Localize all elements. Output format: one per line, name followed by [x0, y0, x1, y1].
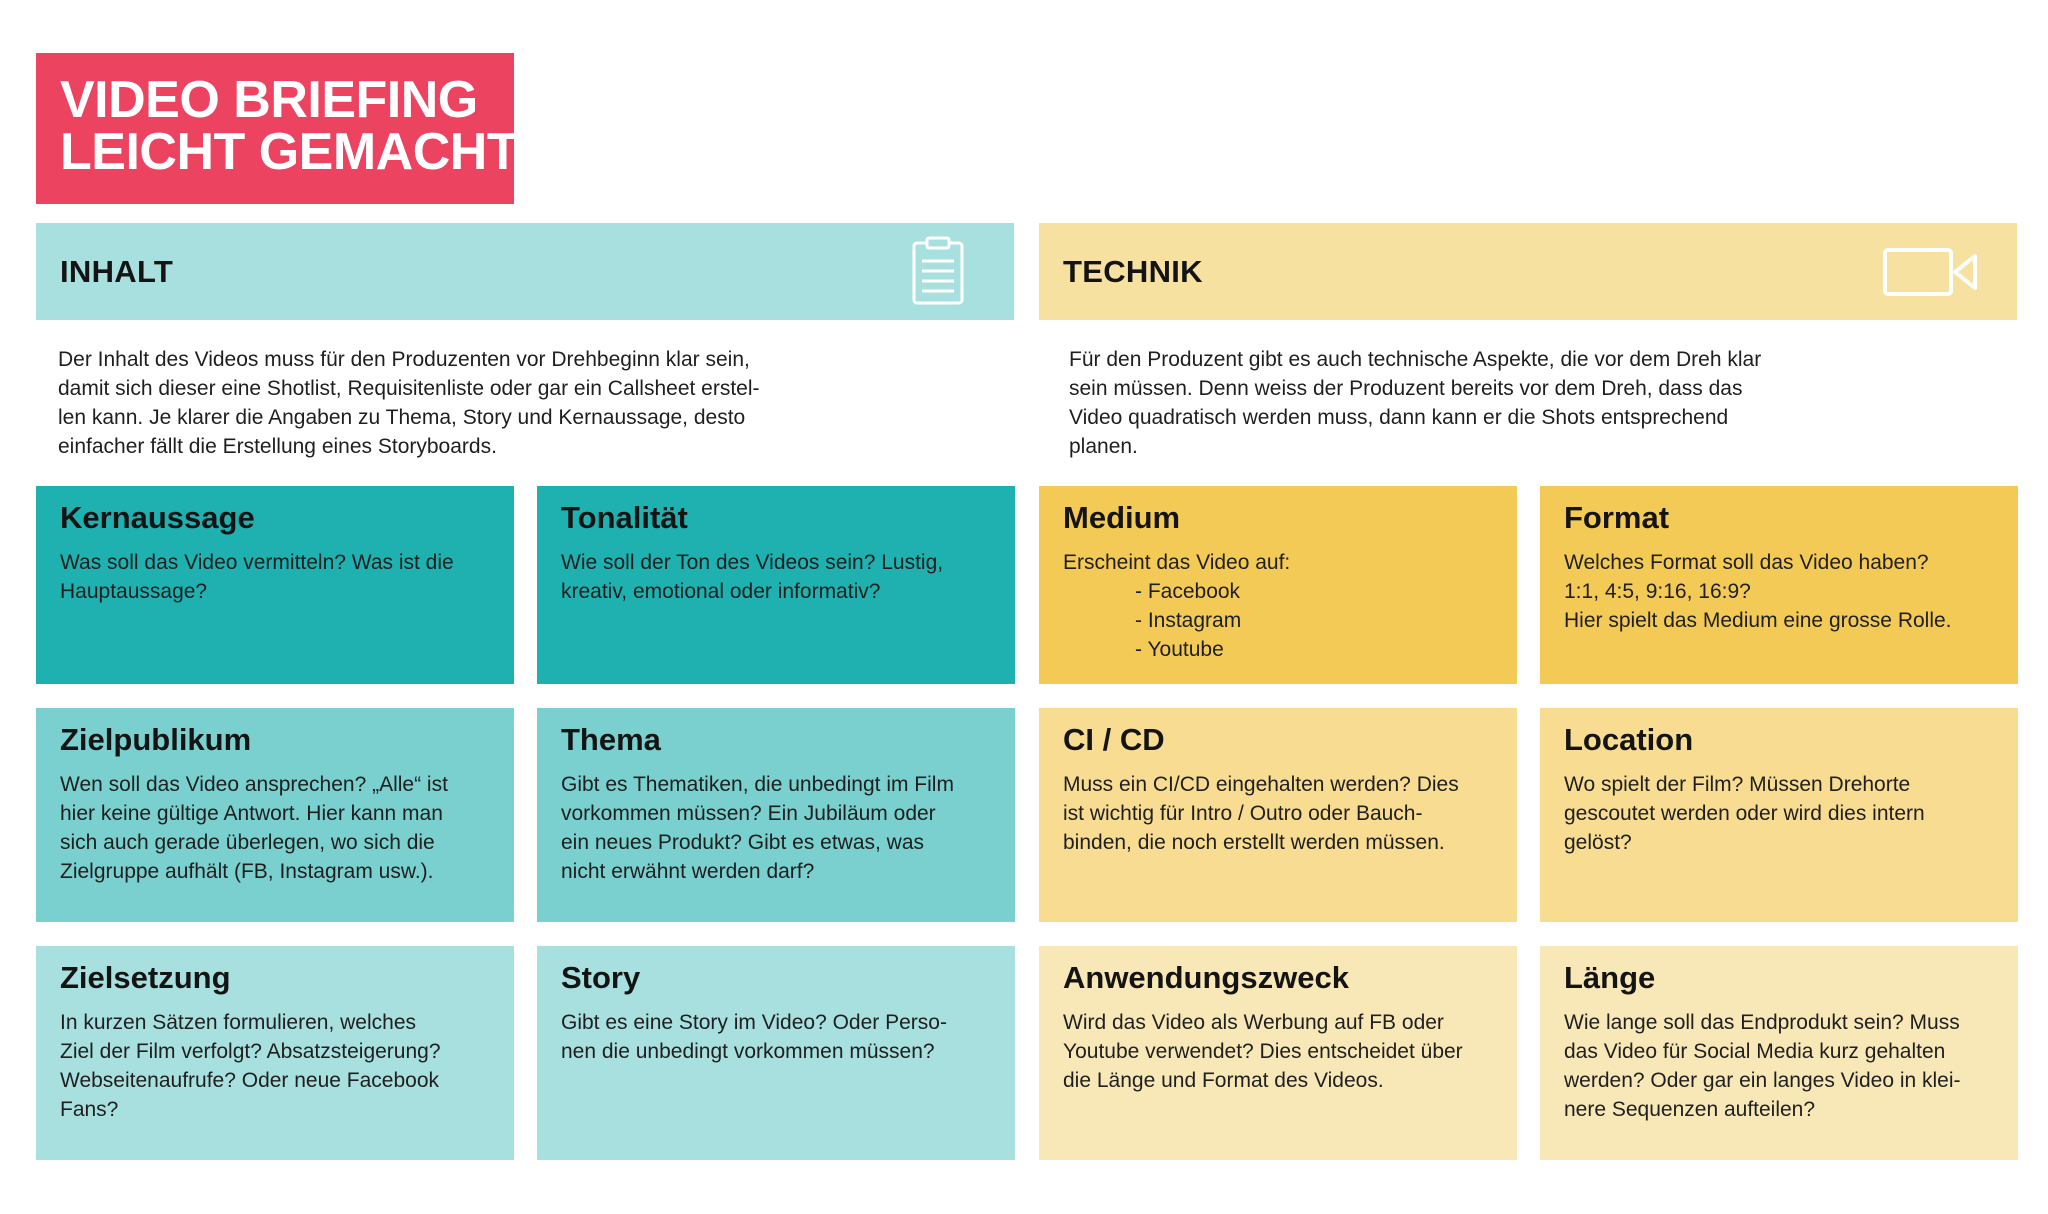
title-block	[36, 53, 519, 204]
technik-intro	[1069, 345, 1849, 461]
card-text-line: gescoutet werden oder wird dies intern	[1564, 802, 1925, 825]
technik-intro-line: planen.	[1069, 435, 1138, 458]
card-title: Story	[561, 960, 641, 995]
card-text-line: Fans?	[60, 1098, 119, 1121]
card-text-line: Wie lange soll das Endprodukt sein? Muss	[1564, 1011, 1960, 1034]
card-text-line: das Video für Social Media kurz gehalten	[1564, 1040, 1946, 1063]
technik-intro-line: Für den Produzent gibt es auch technische Aspekte, die vor dem Dreh klar	[1069, 348, 1762, 371]
card-title: CI / CD	[1063, 722, 1165, 757]
card-text-line: Erscheint das Video auf:	[1063, 551, 1291, 574]
card-text-line: Youtube verwendet? Dies entscheidet über	[1063, 1040, 1463, 1063]
inhalt-header-label: INHALT	[60, 253, 174, 289]
card-story	[537, 946, 1015, 1160]
card-text-line: kreativ, emotional oder informativ?	[561, 580, 881, 603]
card-text-line: Wie soll der Ton des Videos sein? Lustig,	[561, 551, 944, 574]
card-location	[1540, 708, 2018, 922]
card-title: Zielsetzung	[60, 960, 231, 995]
inhalt-intro-line: len kann. Je klarer die Angaben zu Thema, Story und Kernaussage, desto	[58, 406, 746, 429]
card-text-line: In kurzen Sätzen formulieren, welches	[60, 1011, 417, 1034]
card-title: Format	[1564, 500, 1670, 535]
card-title: Thema	[561, 722, 661, 757]
inhalt-intro-line: einfacher fällt die Erstellung eines Storyboards.	[58, 435, 497, 458]
card-title: Zielpublikum	[60, 722, 252, 757]
card-text-line: Zielgruppe aufhält (FB, Instagram usw.).	[60, 860, 434, 883]
card-kernaussage	[36, 486, 514, 684]
title-line-1: VIDEO BRIEFING	[60, 71, 478, 129]
title-line-2: LEICHT GEMACHT	[60, 123, 519, 181]
card-text-line: die Länge und Format des Videos.	[1063, 1069, 1384, 1092]
card-text-line: Wen soll das Video ansprechen? „Alle“ ist	[60, 773, 448, 796]
card-text-line: Wo spielt der Film? Müssen Drehorte	[1564, 773, 1911, 796]
card-text-line: nicht erwähnt werden darf?	[561, 860, 815, 883]
card-text-line: sich auch gerade überlegen, wo sich die	[60, 831, 435, 854]
card-text-line: 1:1, 4:5, 9:16, 16:9?	[1564, 580, 1751, 603]
card-text-line: ist wichtig für Intro / Outro oder Bauch-	[1063, 802, 1423, 825]
card-text-line: Ziel der Film verfolgt? Absatzsteigerung?	[60, 1040, 441, 1063]
inhalt-intro	[58, 345, 838, 461]
card-text-line: werden? Oder gar ein langes Video in klei-	[1564, 1069, 1961, 1092]
card-anwendungszweck	[1039, 946, 1517, 1160]
card-text-line: Hauptaussage?	[60, 580, 208, 603]
card-title: Anwendungszweck	[1063, 960, 1349, 995]
video-camera-icon	[1881, 235, 1981, 309]
card-laenge	[1540, 946, 2018, 1160]
card-title: Medium	[1063, 500, 1181, 535]
list-item: - Facebook	[1135, 580, 1241, 603]
card-medium	[1039, 486, 1517, 684]
card-text-line: Gibt es Thematiken, die unbedingt im Film	[561, 773, 954, 796]
card-text-line: Welches Format soll das Video haben?	[1564, 551, 1929, 574]
card-format	[1540, 486, 2018, 684]
card-zielsetzung	[36, 946, 514, 1160]
card-text-line: nen die unbedingt vorkommen müssen?	[561, 1040, 935, 1063]
inhalt-header	[36, 223, 1014, 320]
card-ci-cd	[1039, 708, 1517, 922]
card-text-line: Gibt es eine Story im Video? Oder Perso-	[561, 1011, 947, 1034]
card-zielpublikum	[36, 708, 514, 922]
card-text-line: Hier spielt das Medium eine grosse Rolle.	[1564, 609, 1952, 632]
card-title: Location	[1564, 722, 1694, 757]
card-text-line: nere Sequenzen aufteilen?	[1564, 1098, 1816, 1121]
card-text-line: Wird das Video als Werbung auf FB oder	[1063, 1011, 1444, 1034]
list-item: - Youtube	[1135, 638, 1224, 661]
technik-header-label: TECHNIK	[1063, 253, 1203, 289]
technik-header	[1039, 223, 2017, 320]
technik-intro-line: sein müssen. Denn weiss der Produzent bereits vor dem Dreh, dass das	[1069, 377, 1743, 400]
inhalt-intro-line: damit sich dieser eine Shotlist, Requisitenliste oder gar ein Callsheet erstel-	[58, 377, 760, 400]
card-title: Länge	[1564, 960, 1656, 995]
card-thema	[537, 708, 1015, 922]
card-text-line: gelöst?	[1564, 831, 1632, 854]
inhalt-intro-line: Der Inhalt des Videos muss für den Produzenten vor Drehbeginn klar sein,	[58, 348, 750, 371]
card-text-line: hier keine gültige Antwort. Hier kann man	[60, 802, 443, 825]
card-text-line: Muss ein CI/CD eingehalten werden? Dies	[1063, 773, 1459, 796]
card-title: Kernaussage	[60, 500, 255, 535]
card-title: Tonalität	[561, 500, 688, 535]
list-item: - Instagram	[1135, 609, 1242, 632]
card-text-line: Webseitenaufrufe? Oder neue Facebook	[60, 1069, 440, 1092]
card-text-line: vorkommen müssen? Ein Jubiläum oder	[561, 802, 936, 825]
card-text-line: Was soll das Video vermitteln? Was ist die	[60, 551, 454, 574]
clipboard-icon	[900, 235, 976, 309]
card-text-line: ein neues Produkt? Gibt es etwas, was	[561, 831, 925, 854]
card-tonalitaet	[537, 486, 1015, 684]
technik-intro-line: Video quadratisch werden muss, dann kann er die Shots entsprechend	[1069, 406, 1729, 429]
medium-list	[1063, 577, 1493, 664]
card-text-line: binden, die noch erstellt werden müssen.	[1063, 831, 1445, 854]
